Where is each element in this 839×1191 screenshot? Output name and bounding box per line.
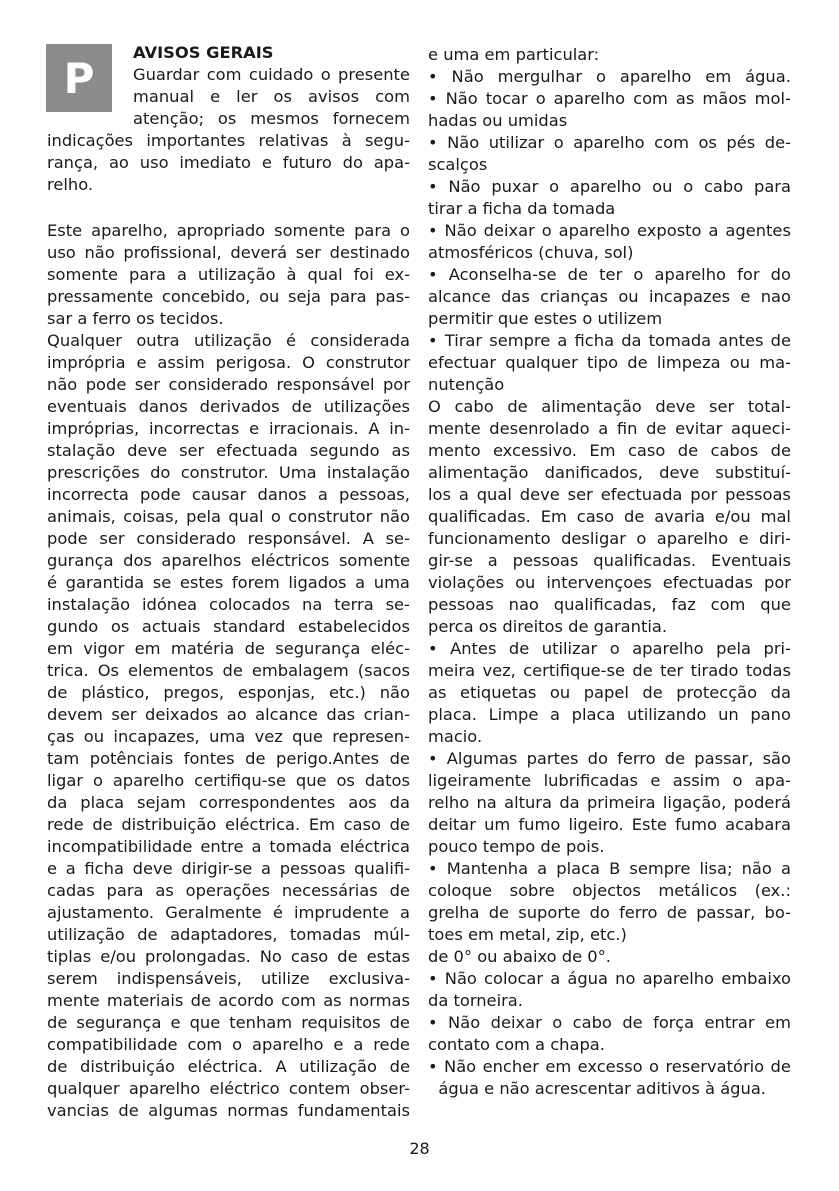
body-line: funcionamento desligar o aparelho e diri-	[428, 529, 791, 548]
body-line: • Não tocar o aparelho com as mãos mol-	[428, 89, 791, 108]
body-line: as etiquetas ou papel de protecção da	[428, 683, 791, 702]
body-line: alimentação danificados, deve substituí-	[428, 463, 791, 482]
body-line: pressamente concebido, ou seja para pas-	[47, 287, 410, 306]
body-line: • Não colocar a água no aparelho embaixo	[428, 969, 791, 988]
body-line: da torneira.	[428, 991, 523, 1010]
body-line: pouco tempo de pois.	[428, 837, 605, 856]
body-line: stalação deve ser efectuada segundo as	[47, 441, 410, 460]
body-line: instalação idónea colocados na terra se-	[47, 595, 410, 614]
body-line: é garantida se estes forem ligados a uma	[47, 573, 410, 592]
body-line: • Não puxar o aparelho ou o cabo para	[428, 177, 791, 196]
body-line: atmosféricos (chuva, sol)	[428, 243, 634, 262]
body-line: compatibilidade com o aparelho e a rede	[47, 1035, 410, 1054]
body-line: e a ficha deve dirigir-se a pessoas qualifi-	[47, 859, 410, 878]
body-line: grelha de suporte do ferro de passar, bo-	[428, 903, 791, 922]
body-line: gurança dos aparelhos eléctricos somente	[47, 551, 410, 570]
body-line: pode ser considerado responsável. A se-	[47, 529, 410, 548]
body-line: relho na altura da primeira ligação, poderá	[428, 793, 791, 812]
body-line: • Mantenha a placa B sempre lisa; não a	[428, 859, 791, 878]
body-line: contato com a chapa.	[428, 1035, 605, 1054]
body-line: ligeiramente lubrificadas e assim o apa-	[428, 771, 791, 790]
body-line: em vigor em matéria de segurança eléc-	[47, 639, 410, 658]
body-line: toes em metal, zip, etc.)	[428, 925, 627, 944]
intro-line: atenção; os mesmos fornecem	[133, 109, 410, 128]
body-line: cadas para as operações necessárias de	[47, 881, 410, 900]
body-line: eventuais danos derivados de utilizações	[47, 397, 410, 416]
body-line: sar a ferro os tecidos.	[47, 309, 224, 328]
body-line: placa. Limpe a placa utilizando un pano	[428, 705, 791, 724]
body-line: gir-se a pessoas qualificadas. Eventuais	[428, 551, 791, 570]
body-line: qualquer aparelho eléctrico contem obser-	[47, 1079, 410, 1098]
body-line: prescrições do construtor. Uma instalação	[47, 463, 410, 482]
section-title: AVISOS GERAIS	[133, 43, 274, 62]
body-line: de segurança e que tenham requisitos de	[47, 1013, 410, 1032]
body-line: • Antes de utilizar o aparelho pela pri-	[428, 639, 791, 658]
body-line: deitar um fumo ligeiro. Este fumo acabara	[428, 815, 791, 834]
body-line: de distribuiçáo eléctrica. A utilização de	[47, 1057, 410, 1076]
body-line: imprópria e assim perigosa. O construtor	[47, 353, 410, 372]
body-line: incompatibilidade entre a tomada eléctrica	[47, 837, 410, 856]
body-line: animais, coisas, pela qual o construtor não	[47, 507, 410, 526]
body-line: trica. Os elementos de embalagem (sacos	[47, 661, 410, 680]
body-line: Qualquer outra utilização é considerada	[47, 331, 410, 350]
body-line: • Tirar sempre a ficha da tomada antes de	[428, 331, 791, 350]
body-line: serem indispensáveis, utilize exclusiva-	[47, 969, 410, 988]
body-line: • Aconselha-se de ter o aparelho for do	[428, 265, 791, 284]
body-line: de 0° ou abaixo de 0°.	[428, 947, 611, 966]
body-line: Este aparelho, apropriado somente para o	[47, 221, 410, 240]
body-line: de plástico, pregos, esponjas, etc.) não	[47, 683, 410, 702]
body-line: hadas ou umidas	[428, 111, 568, 130]
body-line: uso não profissional, deverá ser destinado	[47, 243, 410, 262]
section-badge: P	[46, 44, 112, 112]
body-line: permitir que estes o utilizem	[428, 309, 663, 328]
body-line: pessoas nao qualificadas, faz com que	[428, 595, 791, 614]
body-line: • Não utilizar o aparelho com os pés de-	[428, 133, 791, 152]
body-line: da placa sejam correspondentes aos da	[47, 793, 410, 812]
body-line: gundo os actuais standard estabelecidos	[47, 617, 410, 636]
body-line: vancias de algumas normas fundamentais	[47, 1101, 410, 1120]
intro-line: rança, ao uso imediato e futuro do apa-	[47, 153, 410, 172]
body-line: rede de distribuição eléctrica. Em caso de	[47, 815, 410, 834]
body-line: utilização de adaptadores, tomadas múl-	[47, 925, 410, 944]
body-line: tirar a ficha da tomada	[428, 199, 616, 218]
body-line: não pode ser considerado responsável por	[47, 375, 410, 394]
body-line: nutenção	[428, 375, 505, 394]
body-line: • Algumas partes do ferro de passar, são	[428, 749, 791, 768]
page-number: 28	[409, 1139, 430, 1158]
body-line: qualificadas. Em caso de avaria e/ou mal	[428, 507, 791, 526]
intro-line: relho.	[47, 175, 94, 194]
body-line: ajustamento. Geralmente é imprudente a	[47, 903, 410, 922]
body-line: • Não encher em excesso o reservatório de	[428, 1057, 791, 1076]
body-line: alcance das crianças ou incapazes e nao	[428, 287, 791, 306]
body-line: perca os direitos de garantia.	[428, 617, 668, 636]
intro-line: indicações importantes relativas à segu-	[47, 131, 410, 150]
body-line: ligar o aparelho certifiqu-se que os datos	[47, 771, 410, 790]
body-line: devem ser deixados ao alcance das crian-	[47, 705, 410, 724]
body-line: O cabo de alimentação deve ser total-	[428, 397, 791, 416]
body-line: tam potênciais fontes de perigo.Antes de	[47, 749, 410, 768]
body-line: macio.	[428, 727, 483, 746]
intro-line: manual e ler os avisos com	[133, 87, 410, 106]
body-line: mente desenrolado a fin de evitar aqueci-	[428, 419, 791, 438]
body-line: e uma em particular:	[428, 45, 600, 64]
body-line: coloque sobre objectos metálicos (ex.:	[428, 881, 791, 900]
body-line: mente materiais de acordo com as normas	[47, 991, 410, 1010]
body-line: tiplas e/ou prolongadas. No caso de estas	[47, 947, 410, 966]
body-line: mento excessivo. Em caso de cabos de	[428, 441, 791, 460]
body-line: violações ou intervençoes efectuadas por	[428, 573, 791, 592]
intro-line: Guardar com cuidado o presente	[133, 65, 410, 84]
body-line: água e não acrescentar aditivos à água.	[428, 1079, 766, 1098]
body-line: efectuar qualquer tipo de limpeza ou ma-	[428, 353, 791, 372]
body-line: • Não deixar o aparelho exposto a agentes	[428, 221, 791, 240]
body-line: incorrecta pode causar danos a pessoas,	[47, 485, 410, 504]
body-line: • Não mergulhar o aparelho em água.	[428, 67, 791, 86]
body-line: impróprias, incorrectas e irracionais. A in-	[47, 419, 410, 438]
body-line: scalços	[428, 155, 488, 174]
body-line: meira vez, certifique-se de ter tirado todas	[428, 661, 791, 680]
body-line: • Não deixar o cabo de força entrar em	[428, 1013, 791, 1032]
body-line: los a qual deve ser efectuada por pessoas	[428, 485, 791, 504]
body-line: somente para a utilização à qual foi ex-	[47, 265, 410, 284]
body-line: ças ou incapazes, uma vez que represen-	[47, 727, 410, 746]
